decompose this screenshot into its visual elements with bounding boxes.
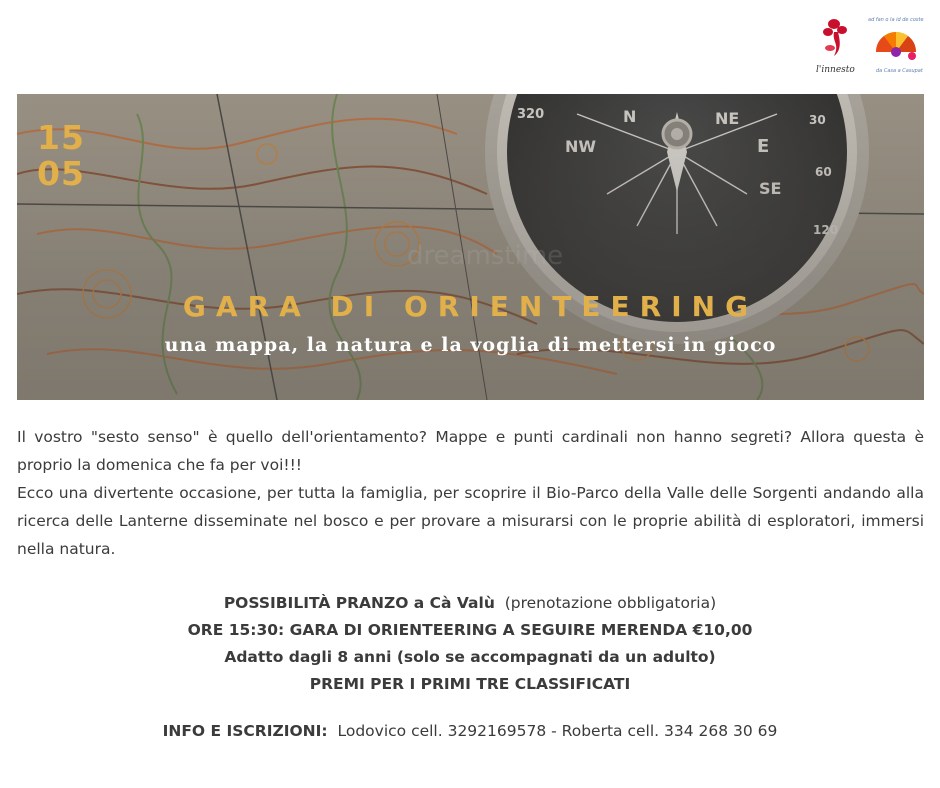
lunch-line — [0, 590, 940, 617]
prizes-line: PREMI PER I PRIMI TRE CLASSIFICATI — [309, 675, 631, 693]
event-description — [17, 423, 924, 563]
contact-info — [0, 718, 940, 745]
partner-logo-top-text: ad fan o la id de coste — [868, 17, 924, 23]
schedule-line: ORE 15:30: GARA DI ORIENTEERING A SEGUIRE MERENDA €10,00 — [187, 621, 753, 639]
innesto-flower-icon — [812, 14, 862, 66]
event-date-day: 15 — [37, 118, 85, 157]
logo-group — [812, 14, 922, 78]
innesto-logo — [812, 14, 862, 78]
contact-numbers: Lodovico cell. 3292169578 - Roberta cell. 334 268 30 69 — [337, 722, 778, 740]
partner-logo-bottom-text: da Casa a Casupat — [876, 68, 923, 74]
event-details — [0, 590, 940, 698]
lunch-note: (prenotazione obbligatoria) — [504, 594, 717, 612]
hero-banner — [17, 94, 924, 400]
event-date — [37, 120, 85, 192]
description-paragraph: Il vostro "sesto senso" è quello dell'orientamento? Mappe e punti cardinali non hanno segreti? Allora questa è proprio la domenica che fa per voi!!! — [17, 428, 924, 474]
contact-label: INFO E ISCRIZIONI: — [162, 722, 328, 740]
lunch-option: POSSIBILITÀ PRANZO a Cà Valù — [223, 594, 495, 612]
event-date-month: 05 — [37, 154, 85, 193]
age-line: Adatto dagli 8 anni (solo se accompagnati da un adulto) — [224, 648, 716, 666]
description-paragraph: Ecco una divertente occasione, per tutta la famiglia, per scoprire il Bio-Parco della Valle delle Sorgenti andando alla ricerca delle Lanterne disseminate nel bosco e per provare a misurarsi con le proprie abilità di esploratori, immersi nella natura. — [17, 484, 924, 558]
event-subtitle: una mappa, la natura e la voglia di mettersi in gioco — [164, 334, 777, 356]
event-title: GARA DI ORIENTEERING — [182, 290, 759, 323]
innesto-logo-text: l'innesto — [816, 65, 855, 75]
